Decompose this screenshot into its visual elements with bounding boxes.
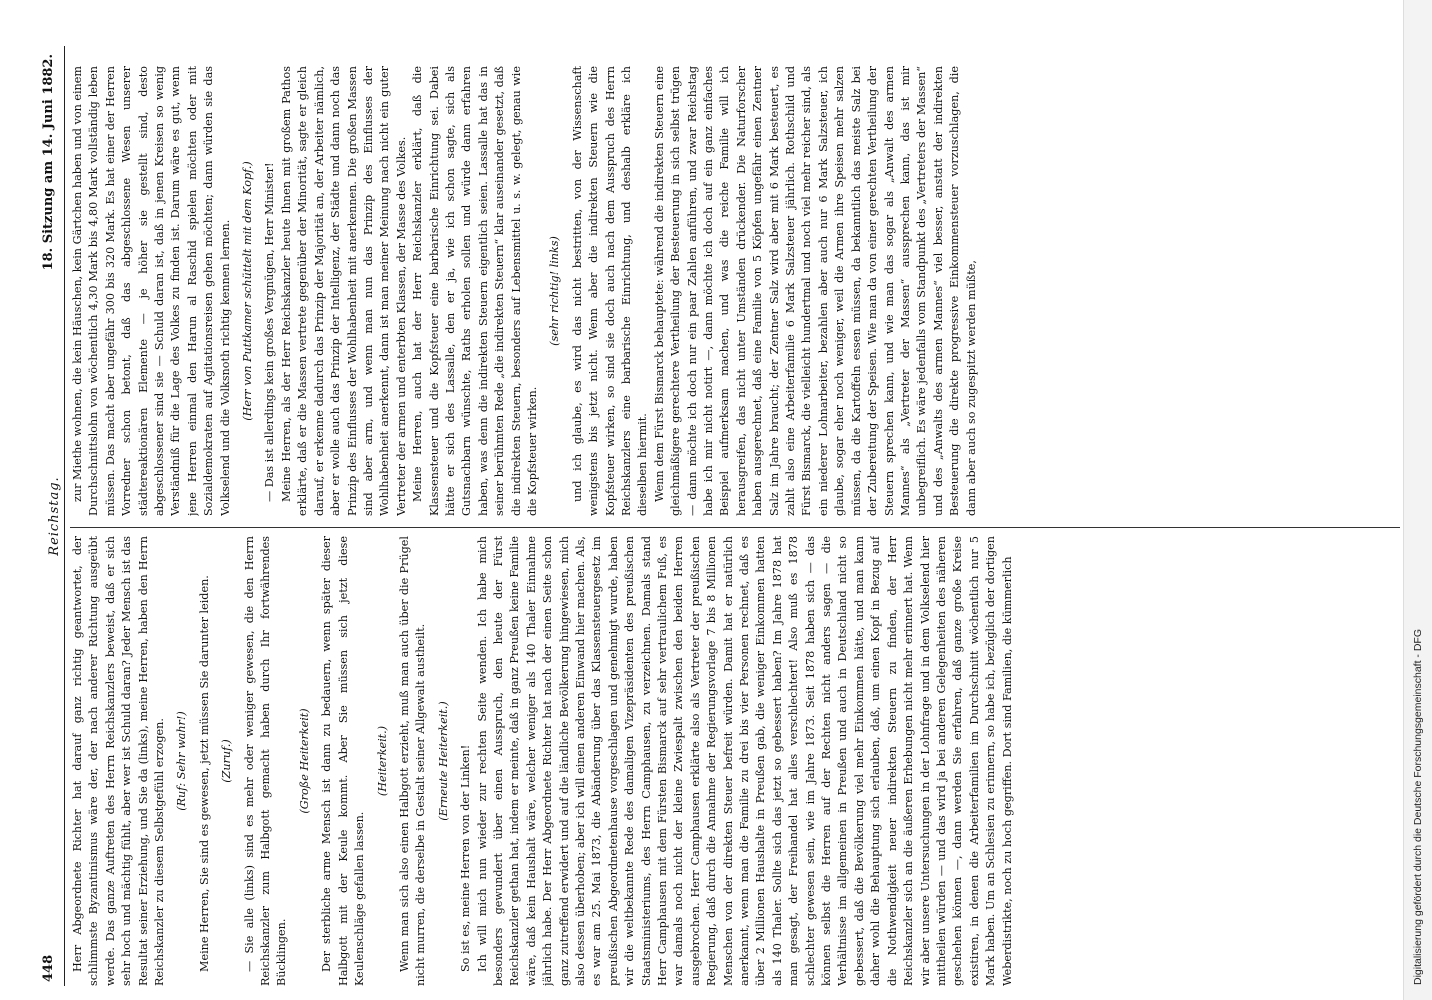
running-title: Reichstag. <box>47 476 62 556</box>
paragraph: Wenn dem Fürst Bismarck behauptete: während die indirekten Steuern eine gleichmäßigere gerechtere Vertheilung der Besteuerung in sich selbst trügen — dann möchte ich doch nur ein paar Zahlen anführen, und zwar Reichstag habe ich mir nicht notirt —, dann möchte ich doch auf ein ganz einfaches Beispiel aufmerksam machen, und was die reiche Familie will ich herausgreifen, das nicht unter Umständen drückender. Die Naturforscher haben ausgerechnet, daß eine Familie von 5 Köpfen ungefähr einen Zentner Salz im Jahre braucht; der Zentner Salz wird aber mit 6 Mark besteuert, es zahlt also eine Arbeiterfamilie 6 Mark Salzsteuer jährlich. Rothschild und Fürst Bismarck, die vielleicht hundertmal und noch viel mehr reicher sind, als ein niederer Lohnarbeiter, bezahlen aber auch nur 6 Mark Salzsteuer, ich glaube, sogar eher noch weniger, weil die Armen ihre Speisen mehr salzen müssen, da die Kartoffeln essen müssen, da bekanntlich das meiste Salz bei der Zubereitung der Speisen. Wie man da von einer gerechten Vertheilung der Steuern sprechen kann, und wie man das sogar als „Anwalt des armen Mannes“ als „Vertreter der Massen“ aussprechen kann, das ist mir unbegreiflich. Es wäre jedenfalls vom Standpunkt des „Vertreters der Massen“ und des „Anwalts des armen Mannes“ viel besser, anstatt der indirekten Besteuerung die direkte progressive Einkommensteuer vorzuschlagen, die dann aber auch so zugespitzt werden müßte, <box>652 66 978 516</box>
paragraph: So ist es, meine Herren von der Linken! <box>459 744 473 972</box>
paragraph: Meine Herren, auch hat der Herr Reichskanzler erklärt, daß die Klassensteuer und die Kopfsteuer eine barbarische Einrichtung sei. Dabei hätte er sich des Lassalle, den er ja, wie ich schon sagte, sich als Gutsnachbarn wünschte, Raths erholen sollen und würde dann erfahren haben, was denn die indirekten Steuern eigentlich seien. Lassalle hat das in seiner berühmten Rede „die indirekten Steuern“ klar auseinander gesetzt, daß die indirekten Steuern, besonders auf Lebensmittel u. s. w. gelegt, genau wie die Kopfsteuer wirken. <box>411 66 539 516</box>
sidebar-note: Digitalisierung gefördert durch die Deutsche Forschungsgemeinschaft - DFG <box>1412 628 1424 985</box>
stage-direction: (Erneute Heiterkeit.) <box>436 701 450 821</box>
paragraph: Der sterbliche arme Mensch ist dann zu bedauern, wenn später dieser Halbgott mit der Keule kommt. Aber Sie müssen sich jetzt diese Keulenschläge gefallen lassen. <box>320 536 367 986</box>
stage-direction: (Zuruf.) <box>220 739 234 783</box>
stage-direction: (Große Heiterkeit) <box>297 708 311 814</box>
session-date: 18. Sitzung am 14. Juni 1882. <box>41 54 56 271</box>
paragraph: Herr Abgeordnete Richter hat darauf ganz richtig geantwortet, der schlimmste Byzantinismus wäre der, der nach anderer Richtung ausgeübt werde. Das ganze Auftreten des Herrn Reichskanzlers beweist, daß er sich sehr hoch und mächtig fühlt, aber wer ist Schuld daran? Jeder Mensch ist das Resultat seiner Erziehung, und Sie da (links), meine Herren, haben den Herrn Reichskanzler zu diesem Selbstgefühl erzogen. <box>71 536 167 986</box>
paragraph: Meine Herren, als der Herr Reichskanzler heute Ihnen mit großem Pathos erklärte, daß er die Massen vertrete gegenüber der Minorität, sagte er gleich darauf, er erkenne dadurch das Prinzip der Majorität an, der Arbeiter nämlich, aber er wolle auch das Prinzip der Intelligenz, der Städte und dann noch das Prinzip des Einflusses der Wohlhabenheit mit anerkennen. Die großen Massen sind aber arm, und wenn man nun das Prinzip des Einflusses der Wohlhabenheit anerkennt, dann ist man meiner Meinung nach nicht ein guter Vertreter der armen und enterbten Klassen, der Masse des Volkes. <box>279 66 408 516</box>
stage-direction: (Ruf: Sehr wahr!) <box>175 711 189 811</box>
stage-direction: (Herr von Puttkamer schüttelt mit dem Kopf.) <box>241 161 255 421</box>
column-divider <box>70 527 1400 528</box>
page-number: 448 <box>41 954 56 982</box>
paragraph: Meine Herren, Sie sind es gewesen, jetzt müssen Sie darunter leiden. <box>197 575 211 972</box>
stage-direction: (sehr richtig! links) <box>548 236 562 346</box>
text-columns <box>70 46 1400 986</box>
scanned-page <box>34 46 1406 986</box>
paragraph: — Das ist allerdings kein großes Vergnügen, Herr Minister! <box>263 162 277 502</box>
dfg-sidebar <box>1403 0 1432 1000</box>
paragraph: Wenn man sich also einen Halbgott erzieht, muß man auch über die Prügel nicht murren, die derselbe in Gestalt seiner Allgewalt austheilt. <box>397 536 428 986</box>
stage-direction: (Heiterkeit.) <box>375 725 389 797</box>
paragraph: Ich will mich nun wieder zur rechten Seite wenden. Ich habe mich besonders gewundert über einen Ausspruch, den heute der Fürst Reichskanzler gethan hat, indem er meinte, daß in ganz Preußen keine Familie wäre, daß kein Haushalt wäre, welcher weniger als 140 Thaler Einnahme jährlich habe. Der Herr Abgeordnete Richter hat nach der einen Seite schon ganz zutreffend erwidert und auf die ländliche Bevölkerung hingewiesen, mich also dessen überhoben; aber ich will einen anderen Einwand hier machen. Als, es war am 25. Mai 1873, die Abänderung über das Klassensteuergesetz im preußischen Abgeordnetenhause vorgeschlagen und genehmigt wurde, haben wir die weltbekannte Rede des damaligen Vizepräsidenten des preußischen Staatsministeriums, des Herrn Camphausen, zu verzeichnen. Damals stand Herr Camphausen mit dem Fürsten Bismarck auf sehr vertraulichem Fuß, es war damals noch nicht der kleine Zwiespalt zwischen den beiden Herren ausgebrochen. Herr Camphausen erklärte also als Vertreter der preußischen Regierung, daß durch die Annahme der Regierungsvorlage 7 bis 8 Millionen Menschen von der direkten Steuer befreit würden. Damit hat er natürlich anerkannt, wenn man die Familie zu drei bis vier Personen rechnet, daß es über 2 Millionen Haushalte in Preußen gab, die weniger Einkommen hatten als 140 Thaler. Sollte sich das jetzt so gebessert haben? Im Jahre 1878 hat man gesagt, der Freihandel hat alles verschlechtert! Also muß es 1878 schlechter gewesen sein, wie im Jahre 1873. Seit 1878 haben sich — das können selbst die Herren auf der Rechten nicht anders sagen — die Verhältnisse im allgemeinen in Preußen und auch in Deutschland nicht so gebessert, daß die Bevölkerung viel mehr Einkommen hätte, und man kann daher wohl die Behauptung sich erlauben, daß, um einen Kopf in Bezug auf die Nothwendigkeit neuer indirekten Steuern zu finden, der Herr Reichskanzler sich an die äußeren Erhebungen nicht mehr erinnert hat. Wenn wir aber unsere Untersuchungen in der Lohnfrage und in dem Volkselend hier mittheilen würden — und das wird ja bei anderen Gelegenheiten des näheren geschehen können —, dann werden Sie erfahren, daß ganze große Kreise existiren, in denen die Arbeiterfamilien im Durchschnitt wöchentlich nur 5 Mark haben. Um an Schlesien zu erinnern, so habe ich, bezüglich der dortigen Weberdistrikte, noch zu hoch gegriffen. Dort sind Familien, die kümmerlich <box>475 536 1014 986</box>
left-column <box>70 536 1400 986</box>
right-column <box>70 66 1400 516</box>
paragraph: zur Miethe wohnen, die kein Häuschen, kein Gärtchen haben und von einem Durchschnittslohn von wöchentlich 4,30 Mark bis 4,80 Mark vollständig leben müssen. Das macht aber ungefähr 300 bis 320 Mark. Es hat einer der Herren Vorredner schon betont, daß das abgeschlossene Wesen unserer städtereaktionären Elemente — je höher sie gestellt sind, desto abgeschlossener sind sie — Schuld daran ist, daß in jenen Kreisen so wenig Verständniß für die Lage des Volkes zu finden ist. Darum wäre es gut, wenn jene Herren einmal den Harun al Raschid spielen möchten oder mit Sozialdemokraten auf Agitationsreisen gehen möchten; dann würden sie das Volkselend und die Volksnoth richtig kennen lernen. <box>71 66 232 516</box>
paragraph: und ich glaube, es wird das nicht bestritten, von der Wissenschaft wenigstens bis jetzt nicht. Wenn aber die indirekten Steuern wie die Kopfsteuer wirken, so sind sie doch auch nach dem Ausspruch des Herrn Reichskanzlers eine barbarische Einrichtung, und deshalb erkläre ich dieselben hiermit. <box>570 66 650 516</box>
page-header <box>34 46 65 986</box>
paragraph: — Sie alle (links) sind es mehr oder weniger gewesen, die den Herrn Reichskanzler zum Halbgott gemacht haben durch Ihr fortwährendes Bücklingen. <box>242 536 289 986</box>
